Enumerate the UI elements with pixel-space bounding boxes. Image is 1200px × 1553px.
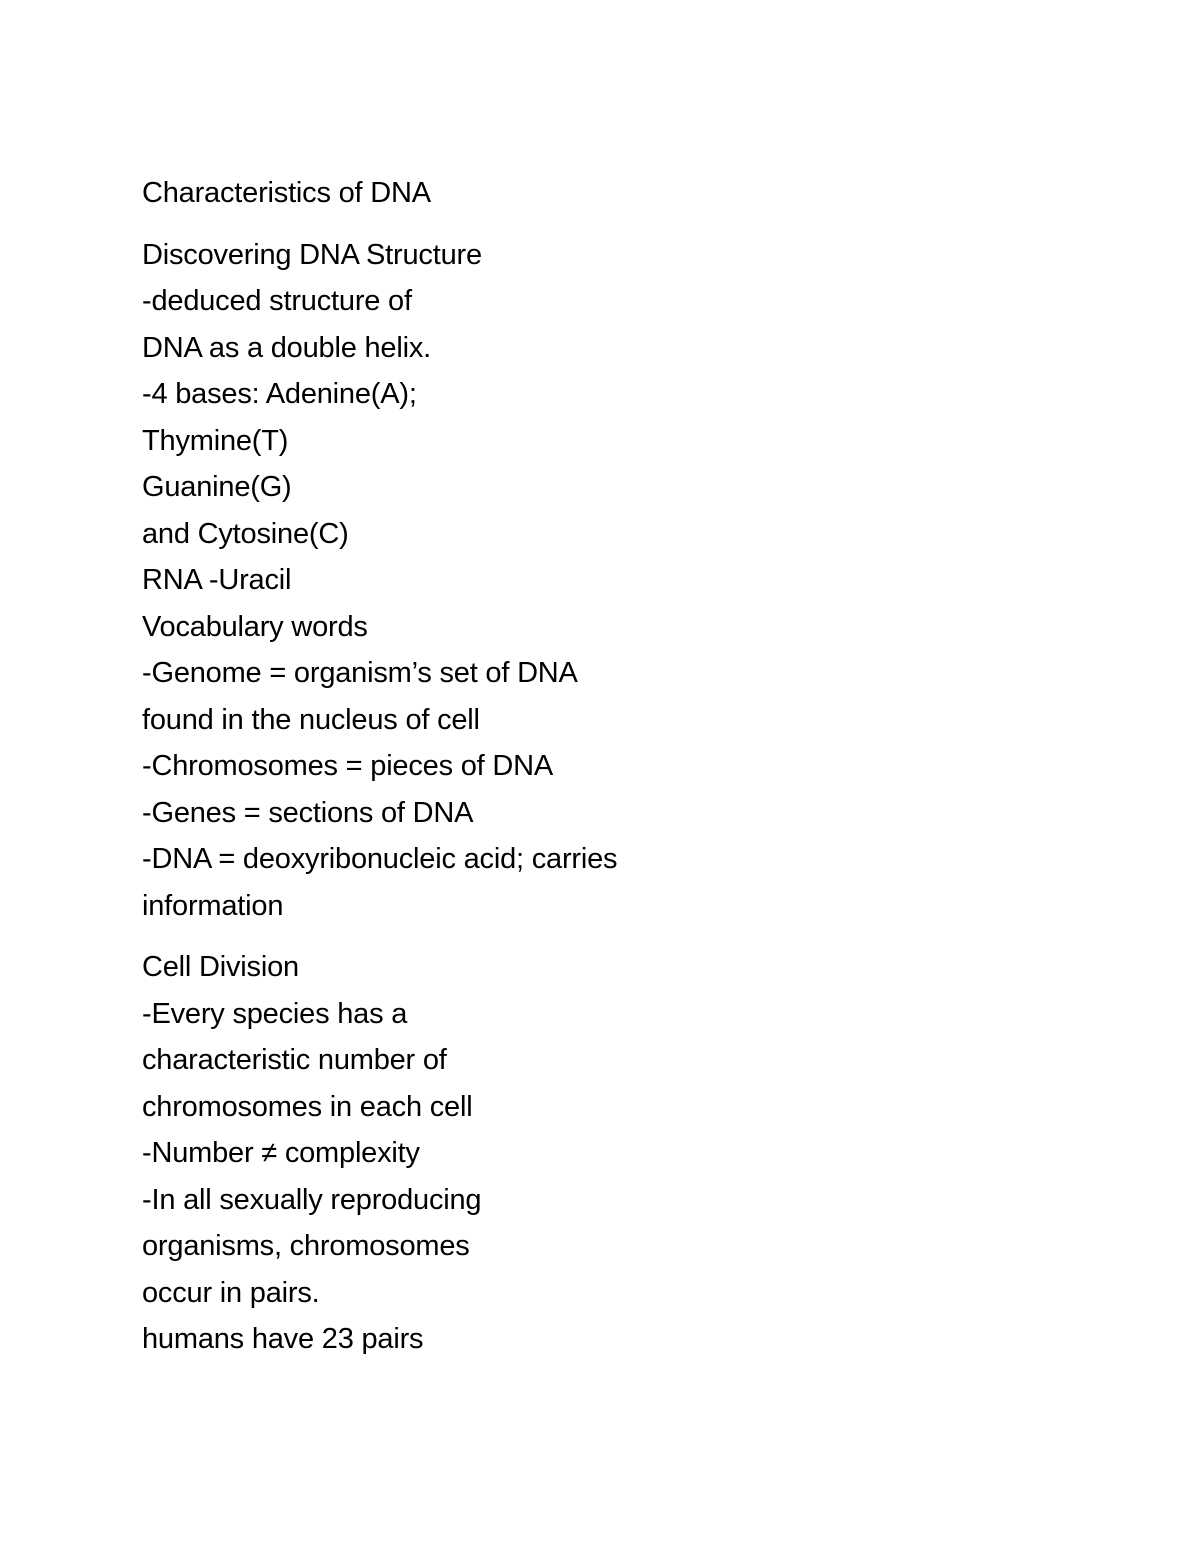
text-line: -Chromosomes = pieces of DNA — [142, 750, 554, 782]
text-line: found in the nucleus of cell — [142, 703, 480, 736]
section-heading: Cell Division — [142, 951, 299, 983]
text-line: and Cytosine(C) — [142, 517, 349, 550]
text-line: DNA as a double helix. — [142, 331, 431, 364]
text-line: -Genome = organism’s set of DNA — [142, 657, 578, 689]
document-body — [142, 170, 1142, 1363]
text-line: -deduced structure of — [142, 285, 412, 317]
text-line: -Number ≠ complexity — [142, 1137, 420, 1169]
text-line: -In all sexually reproducing — [142, 1183, 482, 1216]
document-title: Characteristics of DNA — [142, 177, 431, 209]
text-line: -Genes = sections of DNA — [142, 796, 474, 829]
text-line: -4 bases: Adenine(A); — [142, 378, 417, 410]
text-line: organisms, chromosomes — [142, 1230, 470, 1262]
text-line: humans have 23 pairs — [142, 1323, 424, 1355]
text-line: Thymine(T) — [142, 424, 289, 457]
text-line: chromosomes in each cell — [142, 1090, 473, 1123]
title-block — [142, 170, 1142, 217]
section-cell-division — [142, 944, 1142, 1363]
text-line: RNA -Uracil — [142, 564, 292, 596]
subheading: Vocabulary words — [142, 610, 368, 643]
text-line: -DNA = deoxyribonucleic acid; carries — [142, 843, 618, 875]
text-line: occur in pairs. — [142, 1276, 320, 1309]
text-line: information — [142, 889, 284, 922]
text-line: characteristic number of — [142, 1044, 447, 1076]
text-line: Guanine(G) — [142, 471, 292, 503]
text-line: -Every species has a — [142, 997, 408, 1030]
section-dna-structure — [142, 232, 1142, 930]
section-heading: Discovering DNA Structure — [142, 238, 482, 271]
